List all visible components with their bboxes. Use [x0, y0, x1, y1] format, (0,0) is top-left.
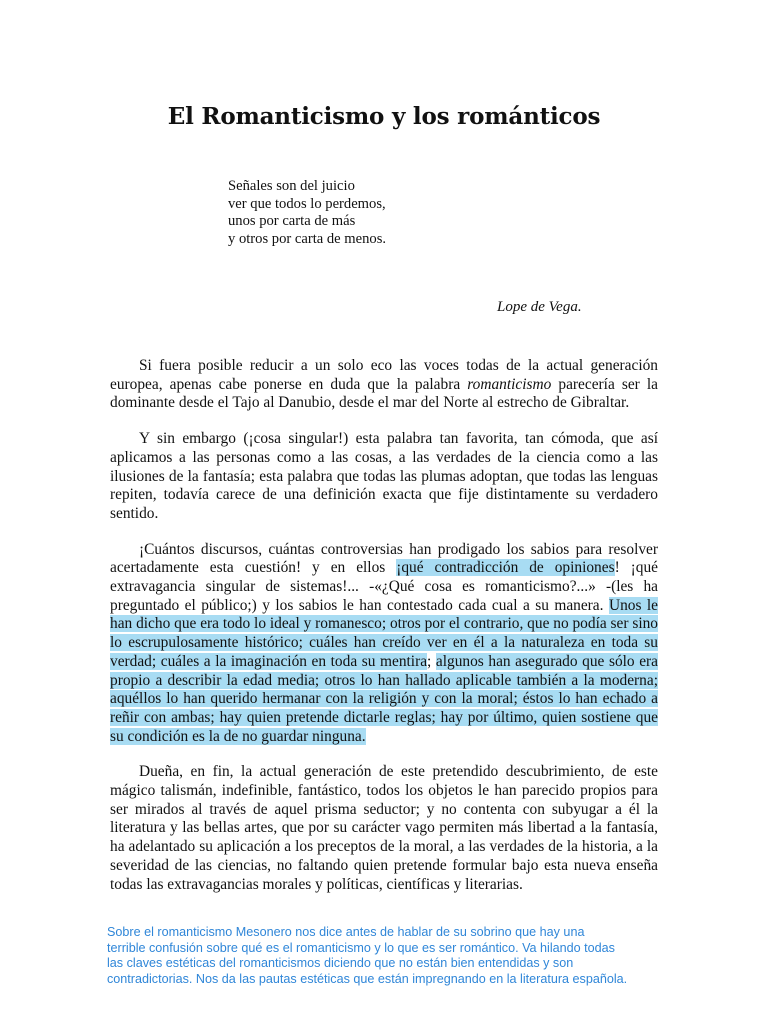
epigraph — [228, 178, 386, 248]
highlighted-text[interactable]: Unos le han dicho que era todo lo ideal y romanesco; otros por el contrario, que no podía ser sino lo escrupulosamente histórico; cuáles han creído ver en él a la naturaleza en toda su verdad; cuáles a la imaginación en toda su mentira — [110, 596, 659, 670]
paragraph-text: ! ¡qué extravagancia singular de sistemas!... -«¿Qué cosa es romanticismo?...» -(les ha preguntado el público;) y los sabios le han contestado cada cual a su manera. — [110, 559, 658, 614]
paragraph-4: Dueña, en fin, la actual generación de este pretendido descubrimiento, de este mágico talismán, indefinible, fantástico, todos los objetos le han parecido propios para ser mirados al través de aquel prisma seductor; y no contenta con subyugar a él la literatura y las bellas artes, que por su carácter vago permiten más libertad a la fantasía, ha adelantado su aplicación a los preceptos de la moral, a las verdades de la historia, a la severidad de las ciencias, no faltando quien pretende formular bajo esta nueva enseña todas las extravagancias morales y políticas, científicas y literarias. — [110, 763, 658, 893]
epigraph-line: ver que todos lo perdemos, — [228, 195, 386, 212]
page-title: El Romanticismo y los románticos — [167, 103, 601, 130]
epigraph-line: unos por carta de más — [228, 213, 356, 230]
epigraph-line: Señales son del juicio — [228, 178, 355, 194]
annotation-line: contradictorias. Nos da las pautas estéticas que están impregnando en la literatura española. — [107, 971, 628, 986]
paragraph-3 — [110, 541, 658, 747]
paragraph-2: Y sin embargo (¡cosa singular!) esta palabra tan favorita, tan cómoda, que así aplicamos a las personas como a las cosas, a las verdades de la ciencia como a las ilusiones de la fantasía; esta palabra que todas las plumas adoptan, que todas las lenguas repiten, todavía carece de una definición exacta que fije distintamente su verdadero sentido. — [110, 430, 658, 522]
highlighted-text[interactable]: algunos han asegurado que sólo era propio a describir la edad media; otros lo han hallado aplicable también a la moderna; aquéllos lo han querido hermanar con la religión y con la moral; éstos lo han echado a reñir con ambas; hay quien pretende dictarle reglas; hay por último, quien sostiene que su condición es la de no guardar ninguna. — [110, 652, 658, 745]
annotation-line: las claves estéticas del romanticismos diciendo que no están bien entendidas y son — [107, 956, 574, 971]
paragraph-text: parecería ser la dominante desde el Tajo al Danubio, desde el mar del Norte al estrecho de Gibraltar. — [110, 375, 658, 412]
emphasized-word: romanticismo — [467, 375, 552, 393]
paragraph-1 — [110, 357, 658, 413]
annotation-note — [107, 925, 677, 987]
paragraph-text: ; — [427, 652, 436, 670]
annotation-line: terrible confusión sobre qué es el romanticismo y lo que es ser romántico. Va hilando todas — [107, 940, 615, 955]
annotation-line: Sobre el romanticismo Mesonero nos dice antes de hablar de su sobrino que hay una — [107, 925, 585, 939]
epigraph-line: y otros por carta de menos. — [228, 230, 387, 247]
paragraph-text: Si fuera posible reducir a un solo eco las voces todas de la actual generación europea, apenas cabe ponerse en duda que la palabra — [110, 357, 658, 393]
epigraph-author: Lope de Vega. — [497, 299, 582, 315]
highlighted-text[interactable]: ¡qué contradicción de opiniones — [396, 559, 615, 577]
paragraph-text: ¡Cuántos discursos, cuántas controversias han prodigado los sabios para resolver acertadamente esta cuestión! y en ellos — [110, 540, 658, 577]
article-body — [110, 357, 658, 894]
